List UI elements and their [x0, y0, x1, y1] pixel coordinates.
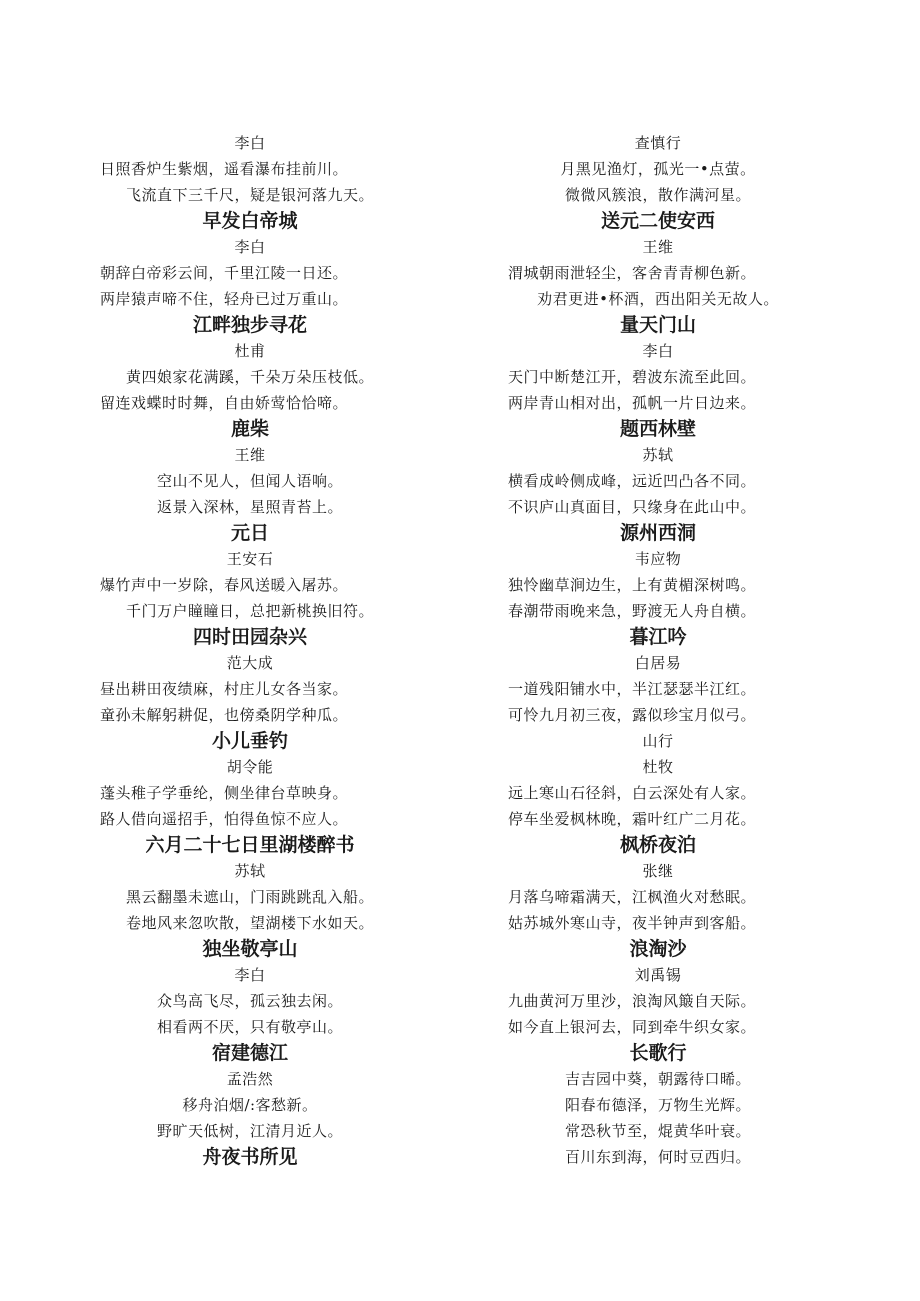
poem-author: 刘禹锡 [634, 966, 682, 984]
poem-verse-line: 停车坐爱枫林晚，霜叶红广二月花。 [508, 810, 757, 828]
poem-author: 孟浩然 [226, 1070, 274, 1088]
poem-verse-line: 姑苏城外寒山寺，夜半钟声到客船。 [508, 914, 757, 932]
poem-author: 王维 [642, 238, 674, 256]
poem-verse-line: 路人借向遥招手，怕得鱼惊不应人。 [100, 810, 349, 828]
poem-title: 元日 [230, 522, 269, 544]
poem-author: 李白 [642, 342, 674, 360]
poem-author: 范大成 [226, 654, 274, 672]
poem-verse-line: 黑云翻墨未遮山，门雨跳跳乱入船。 [125, 888, 374, 906]
poem-verse-line: 横看成岭侧成峰，远近凹凸各不同。 [508, 472, 757, 490]
poem-author: 王维 [234, 446, 266, 464]
poem-verse-line: 朝辞白帝彩云间，千里江陵一日还。 [100, 264, 349, 282]
poem-verse-line: 吉吉园中葵，朝露待口晞。 [564, 1070, 751, 1088]
poem-title: 舟夜书所见 [202, 1146, 298, 1168]
poem-title: 题西林壁 [619, 418, 696, 440]
poem-verse-line: 远上寒山石径斜，白云深处有人家。 [508, 784, 757, 802]
poem-title: 枫桥夜泊 [619, 834, 696, 856]
poem-title: 暮江吟 [629, 626, 687, 648]
poem-title: 小儿垂钓 [211, 730, 288, 752]
poem-verse-line: 空山不见人，但闻人语响。 [156, 472, 343, 490]
poem-verse-line: 渭城朝雨泄轻尘，客舍青青柳色新。 [508, 264, 757, 282]
poem-verse-line: 野旷天低树，江清月近人。 [156, 1122, 343, 1140]
poem-verse-line: 众鸟高飞尽，孤云独去闲。 [156, 992, 343, 1010]
poem-author: 张继 [642, 862, 674, 880]
poem-verse-line: 微微风簇浪，散作满河星。 [564, 186, 751, 204]
poem-title: 六月二十七日里湖楼醉书 [145, 834, 355, 856]
poem-title: 江畔独步寻花 [192, 314, 307, 336]
poem-verse-line: 劝君更进•杯酒，西出阳关无故人。 [537, 290, 779, 308]
poem-author: 苏轼 [234, 862, 266, 880]
poem-verse-line: 两岸青山相对出，孤帆一片日边来。 [508, 394, 757, 412]
poem-verse-line: 独怜幽草涧边生，上有黄楣深树鸣。 [508, 576, 757, 594]
poem-verse-line: 飞流直下三千尺，疑是银河落九天。 [125, 186, 374, 204]
poem-verse-line: 留连戏蝶时时舞，自由娇莺恰恰啼。 [100, 394, 349, 412]
poem-verse-line: 月黑见渔灯，孤光一•点萤。 [560, 160, 756, 178]
poem-verse-line: 可怜九月初三夜，露似珍宝月似弓。 [508, 706, 757, 724]
poem-verse-line: 返景入深林，星照青苔上。 [156, 498, 343, 516]
poem-title: 四时田园杂兴 [192, 626, 307, 648]
poem-author: 李白 [234, 238, 266, 256]
poem-title: 独坐敬亭山 [202, 938, 298, 960]
poem-verse-line: 百川东到海，何时豆西归。 [564, 1148, 751, 1166]
poem-verse-line: 如今直上银河去，同到牵牛织女家。 [508, 1018, 757, 1036]
poem-verse-line: 常恐秋节至，焜黄华叶衰。 [564, 1122, 751, 1140]
poem-verse-line: 不识庐山真面目，只缘身在此山中。 [508, 498, 757, 516]
poem-verse-line: 阳春布德泽，万物生光辉。 [564, 1096, 751, 1114]
poem-author: 胡令能 [226, 758, 274, 776]
poem-title: 长歌行 [629, 1042, 687, 1064]
poem-title: 宿建德江 [211, 1042, 288, 1064]
poem-author: 查慎行 [634, 134, 682, 152]
poem-verse-line: 月落乌啼霜满天，江枫渔火对愁眠。 [508, 888, 757, 906]
poem-verse-line: 九曲黄河万里沙，浪淘风簸自天际。 [508, 992, 757, 1010]
poem-author: 韦应物 [634, 550, 682, 568]
poem-verse-line: 春潮带雨晚来急，野渡无人舟自横。 [508, 602, 757, 620]
poem-verse-line: 蓬头稚子学垂纶，侧坐律台草映身。 [100, 784, 349, 802]
poem-verse-line: 相看两不厌，只有敬亭山。 [156, 1018, 343, 1036]
poem-title: 早发白帝城 [202, 210, 298, 232]
right-poem-column [508, 130, 808, 1170]
poem-verse-line: 爆竹声中一岁除，春风送暖入屠苏。 [100, 576, 349, 594]
poem-author: 山行 [642, 732, 674, 750]
poem-author: 李白 [234, 966, 266, 984]
poem-author: 苏轼 [642, 446, 674, 464]
poem-verse-line: 千门万户瞳瞳日，总把新桃换旧符。 [125, 602, 374, 620]
poem-title: 量天门山 [619, 314, 696, 336]
poem-title: 源州西洞 [619, 522, 696, 544]
poem-verse-line: 移舟泊烟/:客愁新。 [182, 1096, 318, 1114]
poem-verse-line: 日照香炉生紫烟，遥看瀑布挂前川。 [100, 160, 349, 178]
poem-verse-line: 天门中断楚江开，碧波东流至此回。 [508, 368, 757, 386]
poem-verse-line: 一道残阳铺水中，半江瑟瑟半江红。 [508, 680, 757, 698]
left-poem-column [100, 130, 400, 1170]
poem-title: 鹿柴 [230, 418, 269, 440]
poem-verse-line: 两岸猿声啼不住，轻舟已过万重山。 [100, 290, 349, 308]
poem-verse-line: 卷地风来忽吹散，望湖楼下水如天。 [125, 914, 374, 932]
poem-author: 杜牧 [642, 758, 674, 776]
poem-verse-line: 黄四娘家花满蹊，千朵万朵压枝低。 [125, 368, 374, 386]
poem-author: 王安石 [226, 550, 274, 568]
poem-author: 杜甫 [234, 342, 266, 360]
poem-title: 送元二使安西 [600, 210, 715, 232]
poem-title: 浪淘沙 [629, 938, 687, 960]
poem-verse-line: 童孙未解躬耕促，也傍桑阴学种瓜。 [100, 706, 349, 724]
poem-author: 白居易 [634, 654, 682, 672]
poem-author: 李白 [234, 134, 266, 152]
poem-verse-line: 昼出耕田夜绩麻，村庄儿女各当家。 [100, 680, 349, 698]
